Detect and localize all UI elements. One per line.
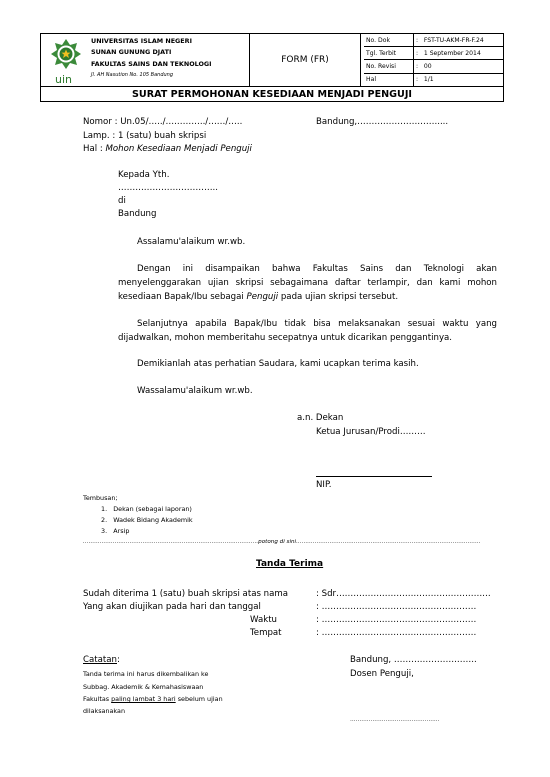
receipt-place-date: Bandung, ……………………….. [350,655,477,665]
institution-line2: SUNAN GUNUNG DJATI [91,48,172,56]
examiner-signature-line: ………………………………………… [350,717,440,723]
note-line: Fakultas paling lambat 3 hari sebelum ujian [83,695,223,703]
meta-label: Hal [364,73,414,86]
cc-label: Tembusan; [83,494,118,502]
note-line: Subbag. Akademik & Kemahasiswaan [83,683,204,691]
salutation: Assalamu'alaikum wr.wb. [137,237,246,247]
meta-value: : 1 September 2014 [414,47,505,60]
meta-row [364,60,504,73]
signature-nip: NIP. [316,480,332,490]
cc-item: 3. Arsip [101,527,130,535]
meta-label: No. Revisi [364,60,414,73]
receipt-row-place-label: Tempat [250,628,282,638]
svg-text:uin: uin [55,73,72,86]
recipient-name: …………………………….. [118,183,218,193]
uin-logo [41,34,91,86]
document-header [40,33,504,102]
recipient-greeting: Kepada Yth. [118,170,170,180]
meta-row [364,34,504,47]
receipt-row-name-value: : Sdr……………………………………………… [316,589,491,599]
paragraph-2: Selanjutnya apabila Bapak/Ibu tidak bisa melaksanakan sesuai waktu yang dijadwalkan, mohon memberitahu secepatnya untuk dicarikan penggantinya. [118,319,497,343]
meta-value: : 00 [414,60,505,73]
paragraph-1: Dengan ini disampaikan bahwa Fakultas Sains dan Teknologi akan menyelenggarakan ujian skripsi sebagaimana daftar terlampir, dan kami mohon kesediaan Bapak/Ibu sebagai Penguji pada ujian skripsi tersebut. [118,264,497,302]
letter-attachment: Lamp. : 1 (satu) buah skripsi [83,131,207,141]
meta-value: : FST-TU-AKM-FR-F.24 [414,34,505,47]
letter-subject: Hal : Mohon Kesediaan Menjadi Penguji [83,144,252,154]
recipient-city: Bandung [118,209,157,219]
cc-item: 1. Dekan (sebagai laporan) [101,505,192,513]
meta-value: : 1/1 [416,76,434,84]
form-label: FORM (FR) [249,34,361,86]
note-line: Tanda terima ini harus dikembalikan ke [83,670,209,678]
meta-label: Tgl. Terbit [364,47,414,60]
receipt-title: Tanda Terima [256,559,324,569]
meta-label: No. Dok [364,34,414,47]
note-label: Catatan: [83,655,120,665]
receipt-row-name-label: Sudah diterima 1 (satu) buah skripsi atas nama [83,589,289,599]
recipient-di: di [118,196,126,206]
receipt-row-date-value: : ……………………………………………… [316,602,477,612]
signature-line [316,476,432,477]
meta-row [364,47,504,60]
letter-place-date: Bandung,………………………..... [316,117,449,127]
signature-role: Ketua Jurusan/Prodi……… [316,427,426,437]
receipt-row-time-value: : ……………………………………………… [316,615,477,625]
document-meta-table [364,34,504,86]
institution-line3: FAKULTAS SAINS DAN TEKNOLOGI [91,60,212,68]
receipt-examiner: Dosen Penguji, [350,669,414,679]
signature-on-behalf: a.n. Dekan [297,413,344,423]
cc-item: 2. Wadek Bidang Akademik [101,516,193,524]
letter-number: Nomor : Un.05/…../…………../……/….. [83,117,243,127]
note-line: dilaksanakan [83,707,125,715]
paragraph-3: Demikianlah atas perhatian Saudara, kami ucapkan terima kasih. [137,359,419,369]
meta-row [364,73,504,86]
closing-greeting: Wassalamu'alaikum wr.wb. [137,386,253,396]
institution-address: Jl. AH Nasution No. 105 Bandung [91,72,174,78]
document-title: SURAT PERMOHONAN KESEDIAAN MENJADI PENGUJI [41,86,503,102]
receipt-row-time-label: Waktu [250,615,278,625]
receipt-row-place-value: : ……………………………………………… [316,628,477,638]
receipt-row-date-label: Yang akan diujikan pada hari dan tanggal [83,602,261,612]
institution-line1: UNIVERSITAS ISLAM NEGERI [91,37,192,45]
cut-line: ………………………………………………………………………………….potong di sini……………………………………………………………………………………… [83,539,481,545]
